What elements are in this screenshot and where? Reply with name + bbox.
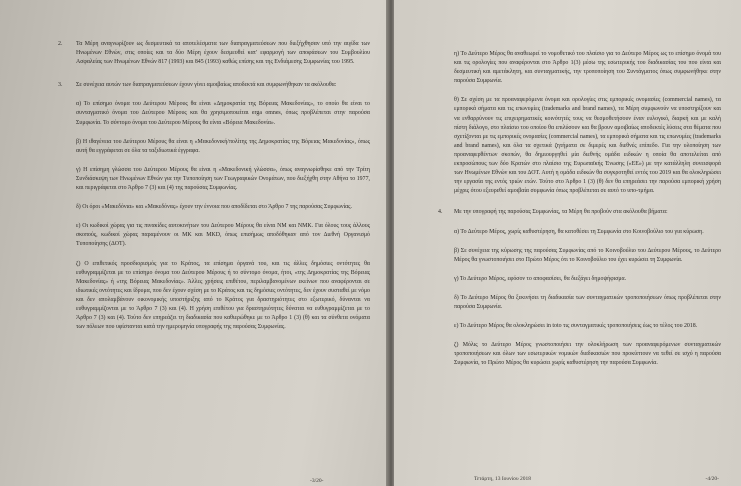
paragraph-text: Τα Μέρη αναγνωρίζουν ως δεσμευτικά τα αποτελέσματα των διαπραγματεύσεων που διεξήχθησαν υπό την αιγίδα των Ηνωμένων Εθνών, στις οποίες και τα δύο Μέρη έχουν δεσμευθεί κατ' εφαρμογή των αποφάσεων του Συμβουλίου Ασφαλείας των Ηνωμένων Εθνών 817 (1993) και 845 (1993) καθώς επίσης και της Ενδιάμεσης Συμφωνίας του 1995. [76, 41, 370, 66]
footer-date: Τετάρτη, 13 Ιουνίου 2018 [474, 476, 531, 482]
subparagraph-d: δ) Οι όροι «Μακεδόνια» και «Μακεδόνας» έχουν την έννοια που αποδίδεται στο Άρθρο 7 της παρούσας Συμφωνίας. [76, 204, 352, 211]
step-b: β) Σε συνέχεια της κύρωσης της παρούσας Συμφωνίας από το Κοινοβούλιο του Δεύτερου Μέρους, το Δεύτερο Μέρος θα γνωστοποιήσει στο Πρώτο Μέρος ότι το Κοινοβούλιο του έχει κυρώσει τη Συμφωνία. [454, 247, 721, 263]
step-a: α) Το Δεύτερο Μέρος, χωρίς καθυστέρηση, θα κατοθέσει τη Συμφωνία στο Κοινοβούλιο του για κύρωση. [454, 228, 704, 235]
paragraph-text: Σε συνέχεια αυτών των διαπραγματεύσεων έχουν γίνει αμοιβαίως αποδεκτά και συμφωνήθηκαν τα ακόλουθα: [76, 82, 337, 89]
page-number: -3/20- [310, 478, 324, 484]
step-e: ε) Το Δεύτερο Μέρος θα ολοκληρώσει in toto τις συνταγματικές τροποποιήσεις έως το τέλος του 2018. [454, 323, 698, 330]
step-st: ζ) Μόλις το Δεύτερο Μέρος γνωστοποιήσει την ολοκλήρωση των προαναφερόμενων συνταγματικών τροποποιήσεων και όλων των εσωτερικών νομικών διαδικασιών που προκύπτουν να τεθεί σε ισχύ η παρούσα Συμφωνία, το Πρώτο Μέρος θα κυρώσει χωρίς καθυστέρηση την παρούσα Συμφωνία. [454, 342, 721, 367]
subparagraph-b: β) Η ιθαγένεια του Δεύτερου Μέρους θα είναι η «Μακεδονική/πολίτης της Δημοκρατίας της Βόρειας Μακεδονίας», όπως αυτή θα εγγράφεται σε όλα τα ταξιδιωτικά έγγραφα. [76, 138, 370, 154]
paragraph-text: Με την υπογραφή της παρούσας Συμφωνίας, τα Μέρη θα προβούν στα ακόλουθα βήματα: [454, 209, 668, 216]
paragraph-number: 4. [438, 209, 443, 216]
step-d: δ) Το Δεύτερο Μέρος θα ξεκινήσει τη διαδικασία των συνταγματικών τροποποιήσεων όπως προβλέπεται στην παρούσα Συμφωνία. [454, 294, 721, 310]
paragraph-number: 3. [58, 82, 63, 89]
paragraph-3 [58, 81, 370, 90]
subparagraph-th: θ) Σε σχέση με τα προαναφερόμενα όνομα και ορολογίες στις εμπορικές ονομασίες (commercial names), τα εμπορικά σήματα και τις επωνυμίες (trademarks and brand names), τα Μέρη συμφωνούν να υποστηρίξουν και να ενθαρρύνουν τις επιχειρηματικές κοινότητές τους να θεσμοθετήσουν έναν ευλογικό, διαρκή και με καλή πίστη διάλογο, στο πλαίσιο του οποίου θα επιλύσουν και θα βρουν αμοιβαίως αποδεκτές λύσεις στα θέματα που σχετίζονται με τις εμπορικές ονομασίες (commercial names), τα εμπορικά σήματα και τις επωνυμίες (trademarks and brand names), και όλα τα σχετικά ζητήματα σε διμερές και διεθνές επίπεδο. Για την υλοποίηση των προαναφερθέντων σκοπών, θα δημιουργηθεί μία διεθνής ομάδα ειδικών η οποία θα αποτελείται από εκπροσώπους των δύο Κρατών στο πλαίσιο της Ευρωπαϊκής Ένωσης («ΕΕ») με την κατάλληλη συνεισφορά των Ηνωμένων Εθνών και του ΔΟΤ. Αυτή η ομάδα ειδικών θα συγκροτηθεί εντός του 2019 και θα ολοκληρώσει την εργασία της εντός τριών ετών. Τούτο στο Άρθρο 1 (3) (θ) δεν θα επηρεάσει την παρούσα εμπορική χρήση μέχρις ότου εξευρεθεί αμοιβαία συμφωνία όπως προβλέπεται σε αυτό το υπο-τμήμα. [454, 97, 721, 195]
paragraph-4 [438, 208, 721, 217]
paragraph-2 [58, 40, 370, 67]
paragraph-number: 2. [58, 41, 63, 47]
document-page-right [394, 0, 741, 486]
subparagraph-st: ζ) Ο επιθετικός προσδιορισμός για το Κράτος, τα επίσημα όργανά του, και τις άλλες δημόσιες οντότητες θα ευθυγραμμίζεται με το επίσημο όνομα του Δεύτερου Μέρους ή το σύντομο όνομα, ήτοι, «της Δημοκρατίας της Βόρειας Μακεδονίας» ή «της Βόρειας Μακεδονίας». Άλλες χρήσεις επιθέτου, περιλαμβανομένων εκείνων που αναφέρονται σε ιδιωτικές οντότητες και ίδρυμα, που δεν έχουν σχέση με το Κράτος και τις δημόσιες οντότητες, δεν έχουν συσταθεί με νόμο και δεν απολαμβάνουν οικονομικής υποστήριξης από το Κράτος για δραστηριότητες στο εξωτερικό, δύνανται να ευθυγραμμίζονται με το Άρθρο 7 (3) και (4). Η χρήση επιθέτου για δραστηριότητες δύναται να ευθυγραμμίζεται με το Άρθρο 7 (3) και (4). Τούτο δεν επηρεάζει τη διαδικασία που καθιερώθηκε με το Άρθρο 1 (3) (θ) και τα σύνθετα ονόματα των πόλεων που υφίστανται κατά την ημερομηνία υπογραφής της παρούσας Συμφωνίας. [76, 260, 370, 331]
subparagraph-a: α) Το επίσημο όνομα του Δεύτερου Μέρους θα είναι «Δημοκρατία της Βόρειας Μακεδονίας», το οποίο θα είναι το συνταγματικό όνομα του Δεύτερου Μέρους και θα χρησιμοποιείται erga omnes, όπως προβλέπεται στην παρούσα Συμφωνία. Το σύντομο όνομα του Δεύτερου Μέρους θα είναι «Βόρεια Μακεδονία». [76, 101, 370, 126]
subparagraph-e: ε) Οι κωδικοί χώρας για τις πινακίδες αυτοκινήτων του Δεύτερου Μέρους θα είναι NM και NMK. Για όλους τους άλλους σκοπούς, κωδικοί χώρας παραμένουν οι MK και MKD, όπως επισήμως αποδόθηκαν από τον Διεθνή Οργανισμό Τυποποίησης (ΔΟΤ). [76, 223, 370, 248]
step-g: γ) Το Δεύτερο Μέρος, εφόσον το αποφασίσει, θα διεξάγει δημοψήφισμα. [454, 275, 627, 282]
page-number: -4/20- [705, 476, 719, 482]
subparagraph-e-right: η) Το Δεύτερο Μέρος θα αναθεωρεί το νομοθετικό του πλαίσιο για το Δεύτερο Μέρος ως το επίσημο όνομά του και τις ορολογίες που αναφέρονται στο Άρθρο 1(3) μέσω της εσωτερικής του διαδικασίας του που είναι και δεσμευτική και αμετάκλητη, και συνταγματικής, την τροποποίηση του Συντάγματος όπως συμφωνήθηκε στην παρούσα Συμφωνία. [454, 51, 721, 85]
subparagraph-g: γ) Η επίσημη γλώσσα του Δεύτερου Μέρους θα είναι η «Μακεδονική γλώσσα», όπως αναγνωρίσθηκε από την Τρίτη Συνδιάσκεψη των Ηνωμένων Εθνών για την Τυποποίηση των Γεωγραφικών Ονομάτων, που διεξήχθη στην Αθήνα το 1977, και περιγράφεται στο Άρθρο 7 (3) και (4) της παρούσας Συμφωνίας. [76, 166, 370, 192]
